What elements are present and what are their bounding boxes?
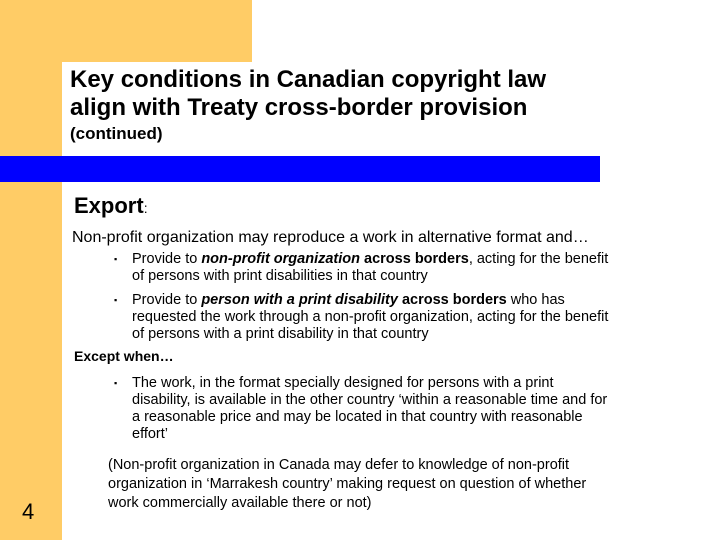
bullet-2-prefix: Provide to xyxy=(132,292,202,308)
note-line-3: work commercially available there or not) xyxy=(108,495,372,511)
note-paragraph xyxy=(108,456,668,513)
bullet-item-3 xyxy=(114,375,608,443)
bullet-1-emphasis: non-profit organization xyxy=(201,251,360,267)
except-heading: Except when… xyxy=(74,348,174,364)
title-divider-bar xyxy=(0,156,600,182)
export-heading xyxy=(74,193,148,221)
export-heading-colon: : xyxy=(143,200,148,216)
intro-text: Non-profit organization may reproduce a work in alternative format and… xyxy=(72,229,589,246)
bullet-marker-icon: ▪ xyxy=(114,254,118,264)
bullet-2-line-2: requested the work through a non-profit organization, acting for the benefit xyxy=(132,309,609,325)
bullet-2-line-1 xyxy=(132,292,608,309)
bullet-1-prefix: Provide to xyxy=(132,251,202,267)
bullet-item-2 xyxy=(114,292,609,343)
bullet-3-line-2: disability, is available in the other country ‘within a reasonable time and for xyxy=(132,392,608,408)
bullet-3-line-3: a reasonable price and may be located in that country with reasonable xyxy=(132,409,583,425)
bullet-1-line-2: of persons with print disabilities in that country xyxy=(132,268,428,284)
bullet-2-suffix: who has xyxy=(506,292,565,308)
bullet-1-line-1 xyxy=(132,251,608,268)
slide-subtitle: (continued) xyxy=(70,124,163,143)
bullet-marker-icon: ▪ xyxy=(114,378,118,388)
title-line-1: Key conditions in Canadian copyright law xyxy=(70,66,547,93)
bullet-2-emphasis: person with a print disability xyxy=(201,292,398,308)
bullet-marker-icon: ▪ xyxy=(114,295,118,305)
bullet-1-strong: across borders xyxy=(360,251,469,267)
note-line-2: organization in ‘Marrakesh country’ making request on question of whether xyxy=(108,476,587,492)
note-line-1: (Non-profit organization in Canada may defer to knowledge of non-profit xyxy=(108,457,570,473)
bullet-3-line-4: effort’ xyxy=(132,426,169,442)
bullet-item-1 xyxy=(114,251,609,285)
title-line-2: align with Treaty cross-border provision xyxy=(70,94,528,121)
page-number: 4 xyxy=(22,499,35,524)
bullet-2-line-3: of persons with a print disability in that country xyxy=(132,326,429,342)
bullet-2-strong: across borders xyxy=(397,292,507,308)
slide-title xyxy=(70,66,710,122)
bullet-3-line-1: The work, in the format specially designed for persons with a print xyxy=(132,375,554,391)
export-heading-label: Export xyxy=(74,193,144,218)
bullet-1-suffix: , acting for the benefit xyxy=(468,251,609,267)
